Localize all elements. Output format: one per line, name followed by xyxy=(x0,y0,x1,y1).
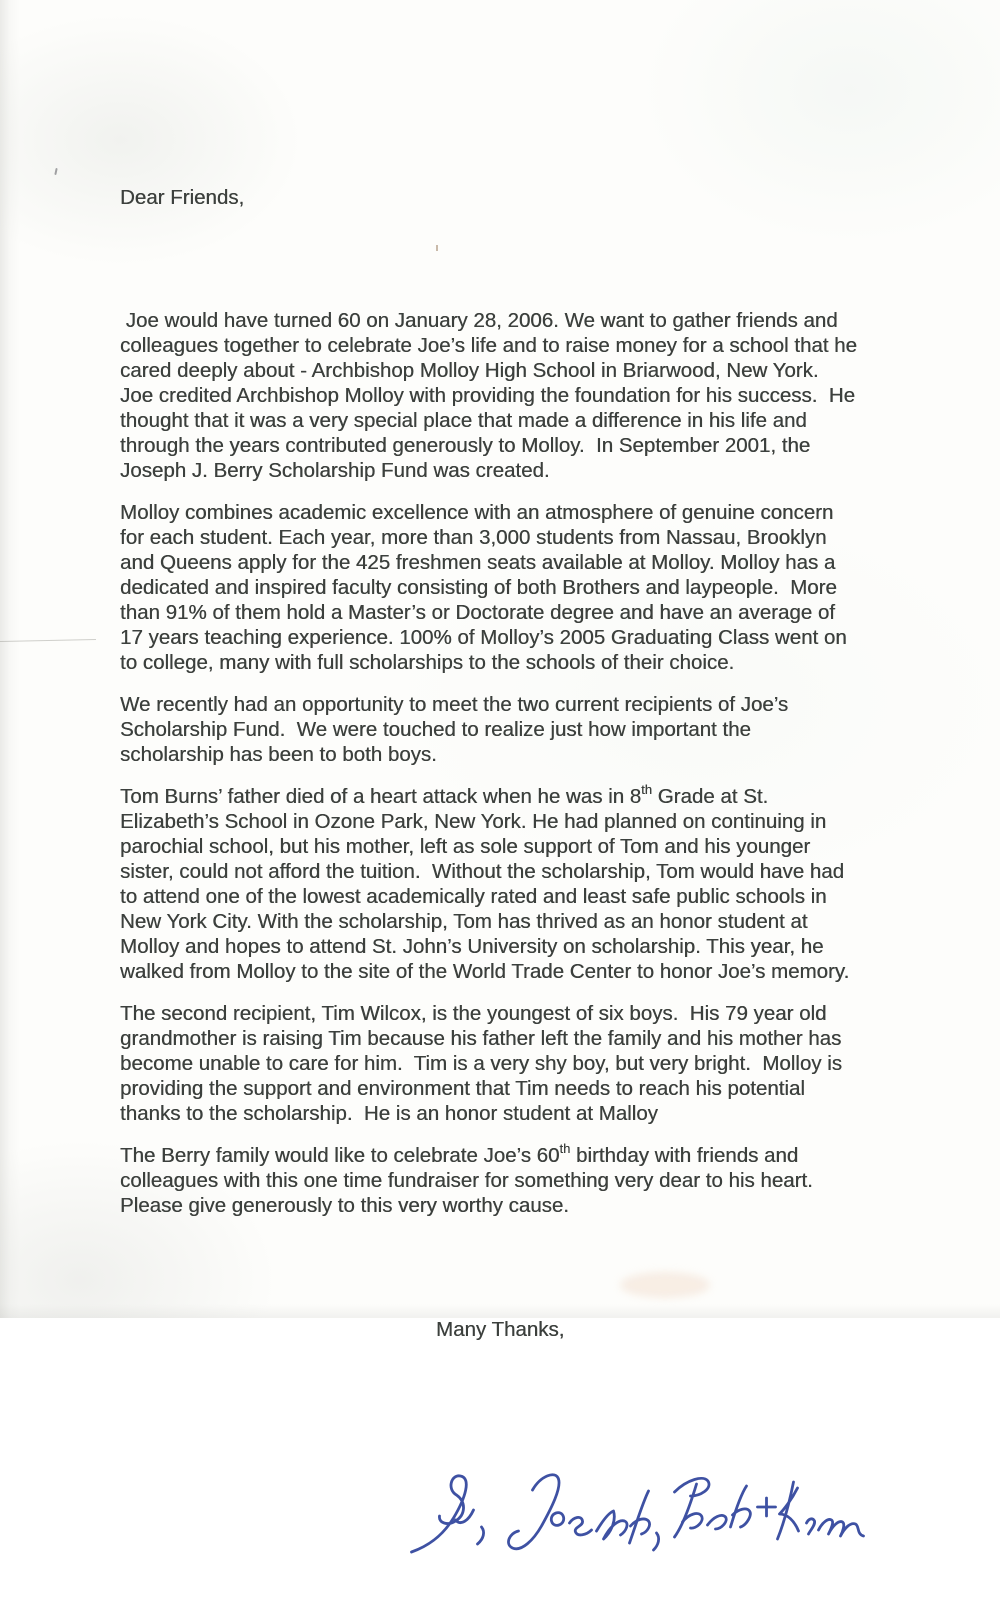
letter-line: colleagues together to celebrate Joe’s life and to raise money for a school that he xyxy=(120,334,857,357)
paragraphs-container xyxy=(120,308,920,1218)
letter-line: through the years contributed generously to Molloy. In September 2001, the xyxy=(120,434,811,457)
paragraph xyxy=(120,692,920,767)
letter-line: thought that it was a very special place that made a difference in his life and xyxy=(120,409,807,432)
letter-line: parochial school, but his mother, left as sole support of Tom and his younger xyxy=(120,835,811,858)
letter-line: New York City. With the scholarship, Tom has thrived as an honor student at xyxy=(120,910,808,933)
letter-line: We recently had an opportunity to meet the two current recipients of Joe’s xyxy=(120,693,789,716)
letter-line: thanks to the scholarship. He is an honor student at Malloy xyxy=(120,1102,658,1125)
letter-line: Elizabeth’s School in Ozone Park, New York. He had planned on continuing in xyxy=(120,810,827,833)
signature xyxy=(406,1414,871,1509)
salutation: Dear Friends, xyxy=(120,186,245,209)
letter-line: Scholarship Fund. We were touched to realize just how important the xyxy=(120,718,751,741)
closing: Many Thanks, xyxy=(436,1318,565,1341)
letter-line: than 91% of them hold a Master’s or Doctorate degree and have an average of xyxy=(120,601,835,624)
paragraph xyxy=(120,1001,920,1126)
letter-line: and Queens apply for the 425 freshmen seats available at Molloy. Molloy has a xyxy=(120,551,836,574)
paragraph xyxy=(120,1143,920,1218)
scan-artifact xyxy=(54,168,57,175)
letter-line: sister, could not afford the tuition. Without the scholarship, Tom would have had xyxy=(120,860,844,883)
paragraph xyxy=(120,500,920,675)
paper-crease xyxy=(0,639,96,642)
letter-line: walked from Molloy to the site of the World Trade Center to honor Joe’s memory. xyxy=(120,960,850,983)
signature-ink xyxy=(406,1464,871,1559)
letter-line: Joseph J. Berry Scholarship Fund was created. xyxy=(120,459,550,482)
letter-line: Molloy and hopes to attend St. John’s University on scholarship. This year, he xyxy=(120,935,824,958)
letter-line: colleagues with this one time fundraiser for something very dear to his heart. xyxy=(120,1169,813,1192)
letter-line: Please give generously to this very worthy cause. xyxy=(120,1194,569,1217)
letter-line: become unable to care for him. Tim is a very shy boy, but very bright. Molloy is xyxy=(120,1052,842,1075)
letter-line: providing the support and environment that Tim needs to reach his potential xyxy=(120,1077,805,1100)
letter-line: Joe would have turned 60 on January 28, 2006. We want to gather friends and xyxy=(120,309,838,332)
letter-line: dedicated and inspired faculty consisting of both Brothers and laypeople. More xyxy=(120,576,837,599)
letter-line: to college, many with full scholarships to the schools of their choice. xyxy=(120,651,735,674)
paragraph xyxy=(120,784,920,984)
letter-line: 17 years teaching experience. 100% of Molloy’s 2005 Graduating Class went on xyxy=(120,626,847,649)
letter-line: scholarship has been to both boys. xyxy=(120,743,437,766)
letter-line: Tom Burns’ father died of a heart attack when he was in 8th Grade at St. xyxy=(120,782,769,808)
letter-line: The second recipient, Tim Wilcox, is the youngest of six boys. His 79 year old xyxy=(120,1002,827,1025)
letter-line: for each student. Each year, more than 3,000 students from Nassau, Brooklyn xyxy=(120,526,827,549)
letter-line: grandmother is raising Tim because his father left the family and his mother has xyxy=(120,1027,842,1050)
letter-body xyxy=(120,110,920,1584)
letter-line: cared deeply about - Archbishop Molloy High School in Briarwood, New York. xyxy=(120,359,819,382)
letter-line: Molloy combines academic excellence with an atmosphere of genuine concern xyxy=(120,501,834,524)
letter-line: The Berry family would like to celebrate Joe’s 60th birthday with friends and xyxy=(120,1141,799,1167)
paragraph xyxy=(120,308,920,483)
letter-line: Joe credited Archbishop Molloy with providing the foundation for his success. He xyxy=(120,384,855,407)
letter-line: to attend one of the lowest academically rated and least safe public schools in xyxy=(120,885,827,908)
